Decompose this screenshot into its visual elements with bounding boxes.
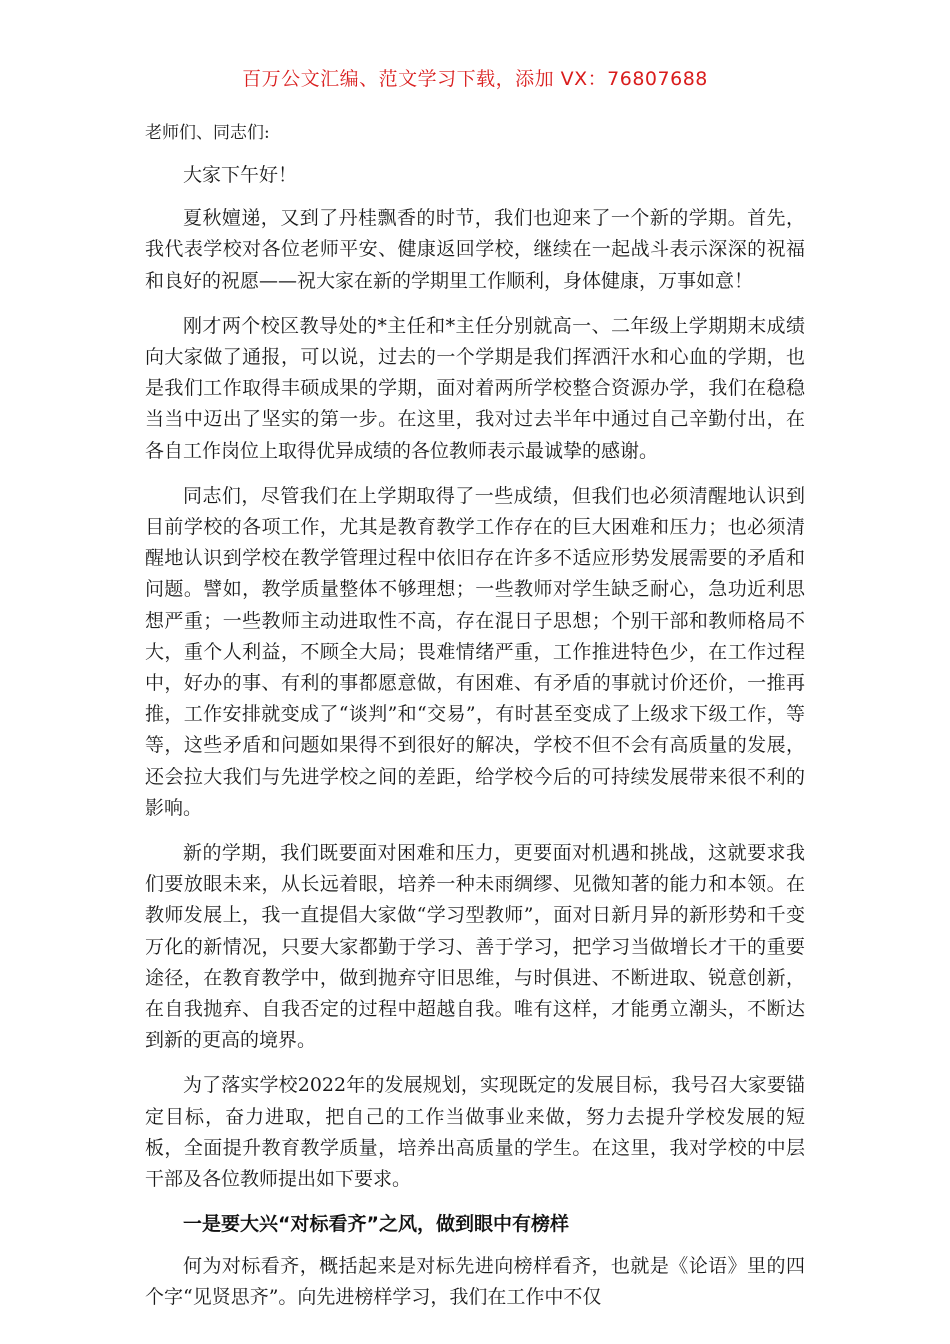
paragraph-new-semester: 新的学期，我们既要面对困难和压力，更要面对机遇和挑战，这就要求我们要放眼未来，从长远着眼，培养一种未雨绸缪、见微知著的能力和本领。在教师发展上，我一直提倡大家做“学习型教师”，面对日新月异的新形势和千变万化的新情况，只要大家都勤于学习、善于学习，把学习当做增长才干的重要途径，在教育教学中，做到抛弃守旧思维，与时俱进、不断进取、锐意创新，在自我抛弃、自我否定的过程中超越自我。唯有这样，才能勇立潮头，不断达到新的更高的境界。 [145,842,805,1052]
header-banner: 百万公文汇编、范文学习下载，添加 VX：76807688 [242,68,708,90]
salutation: 老师们、同志们: [145,123,270,143]
paragraph-benchmark: 何为对标看齐，概括起来是对标先进向榜样看齐，也就是《论语》里的四个字“见贤思齐”。向先进榜样学习，我们在工作中不仅 [145,1254,805,1308]
greeting: 大家下午好！ [183,164,298,186]
paragraph-problems: 同志们，尽管我们在上学期取得了一些成绩，但我们也必须清醒地认识到目前学校的各项工作，尤其是教育教学工作存在的巨大困难和压力；也必须清醒地认识到学校在教学管理过程中依旧存在许多不适应形势发展需要的矛盾和问题。譬如，教学质量整体不够理想；一些教师对学生缺乏耐心，急功近利思想严重；一些教师主动进取性不高，存在混日子思想；个别干部和教师格局不大，重个人利益，不顾全大局；畏难情绪严重，工作推进特色少，在工作过程中，好办的事、有利的事都愿意做，有困难、有矛盾的事就讨价还价，一推再推，工作安排就变成了“谈判”和“交易”，有时甚至变成了上级求下级工作，等等，这些矛盾和问题如果得不到很好的解决，学校不但不会有高质量的发展，还会拉大我们与先进学校之间的差距，给学校今后的可持续发展带来很不利的影响。 [145,484,805,819]
section-heading: 一是要大兴“对标看齐”之风，做到眼中有榜样 [183,1213,569,1236]
paragraph-opening: 夏秋嬗递，又到了丹桂飘香的时节，我们也迎来了一个新的学期。首先，我代表学校对各位老师平安、健康返回学校，继续在一起战斗表示深深的祝福和良好的祝愿——祝大家在新的学期里工作顺利，身体健康，万事如意！ [145,207,805,292]
document-body [145,120,805,1327]
paragraph-goals: 为了落实学校2022年的发展规划，实现既定的发展目标，我号召大家要锚定目标，奋力进取，把自己的工作当做事业来做，努力去提升学校发展的短板，全面提升教育教学质量，培养出高质量的学生。在这里，我对学校的中层干部及各位教师提出如下要求。 [145,1074,805,1191]
paragraph-review: 刚才两个校区教导处的*主任和*主任分别就高一、二年级上学期期末成绩向大家做了通报，可以说，过去的一个学期是我们挥洒汗水和心血的学期，也是我们工作取得丰硕成果的学期，面对着两所学校整合资源办学，我们在稳稳当当中迈出了坚实的第一步。在这里，我对过去半年中通过自己辛勤付出，在各自工作岗位上取得优异成绩的各位教师表示最诚挚的感谢。 [145,314,805,462]
